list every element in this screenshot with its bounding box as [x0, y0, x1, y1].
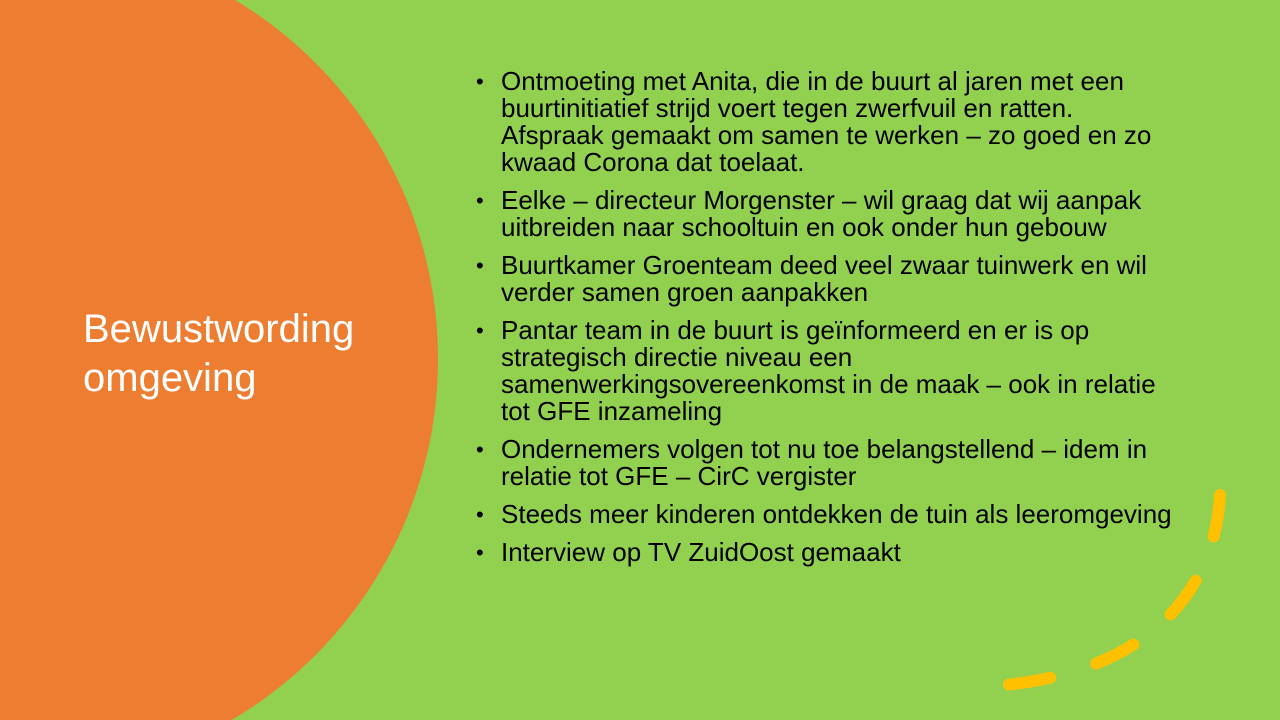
bullet-dot-icon: •: [476, 69, 484, 94]
bullet-text: Steeds meer kinderen ontdekken de tuin als leeromgeving: [501, 499, 1172, 529]
dashed-arc-path: [1005, 495, 1220, 685]
bullet-item: [476, 187, 1176, 241]
dashed-arc-decoration: [990, 480, 1250, 700]
bullet-dot-icon: •: [476, 188, 484, 213]
bullet-dot-icon: •: [476, 540, 484, 565]
bullet-dot-icon: •: [476, 437, 484, 462]
bullet-text: Pantar team in de buurt is geïnformeerd en er is op strategisch directie niveau een samenwerkingsovereenkomst in de maak – ook in relatie tot GFE inzameling: [501, 315, 1156, 426]
bullet-item: [476, 317, 1176, 425]
bullet-item: [476, 252, 1176, 306]
bullet-text: Interview op TV ZuidOost gemaakt: [501, 537, 901, 567]
slide-title-line-2: omgeving: [83, 356, 257, 400]
bullet-text: Eelke – directeur Morgenster – wil graag dat wij aanpak uitbreiden naar schooltuin en ook onder hun gebouw: [501, 185, 1142, 242]
bullet-text: Ondernemers volgen tot nu toe belangstellend – idem in relatie tot GFE – CirC vergister: [501, 434, 1148, 491]
bullet-text: Ontmoeting met Anita, die in de buurt al jaren met een buurtinitiatief strijd voert tegen zwerfvuil en ratten. Afspraak gemaakt om samen te werken – zo goed en zo kwaad Corona dat toelaat.: [501, 66, 1152, 177]
bullet-dot-icon: •: [476, 253, 484, 278]
slide-title-line-1: Bewustwording: [83, 307, 355, 351]
bullet-dot-icon: •: [476, 318, 484, 343]
bullet-text: Buurtkamer Groenteam deed veel zwaar tuinwerk en wil verder samen groen aanpakken: [501, 250, 1147, 307]
slide-title: [83, 305, 413, 403]
bullet-item: [476, 68, 1176, 176]
bullet-dot-icon: •: [476, 502, 484, 527]
